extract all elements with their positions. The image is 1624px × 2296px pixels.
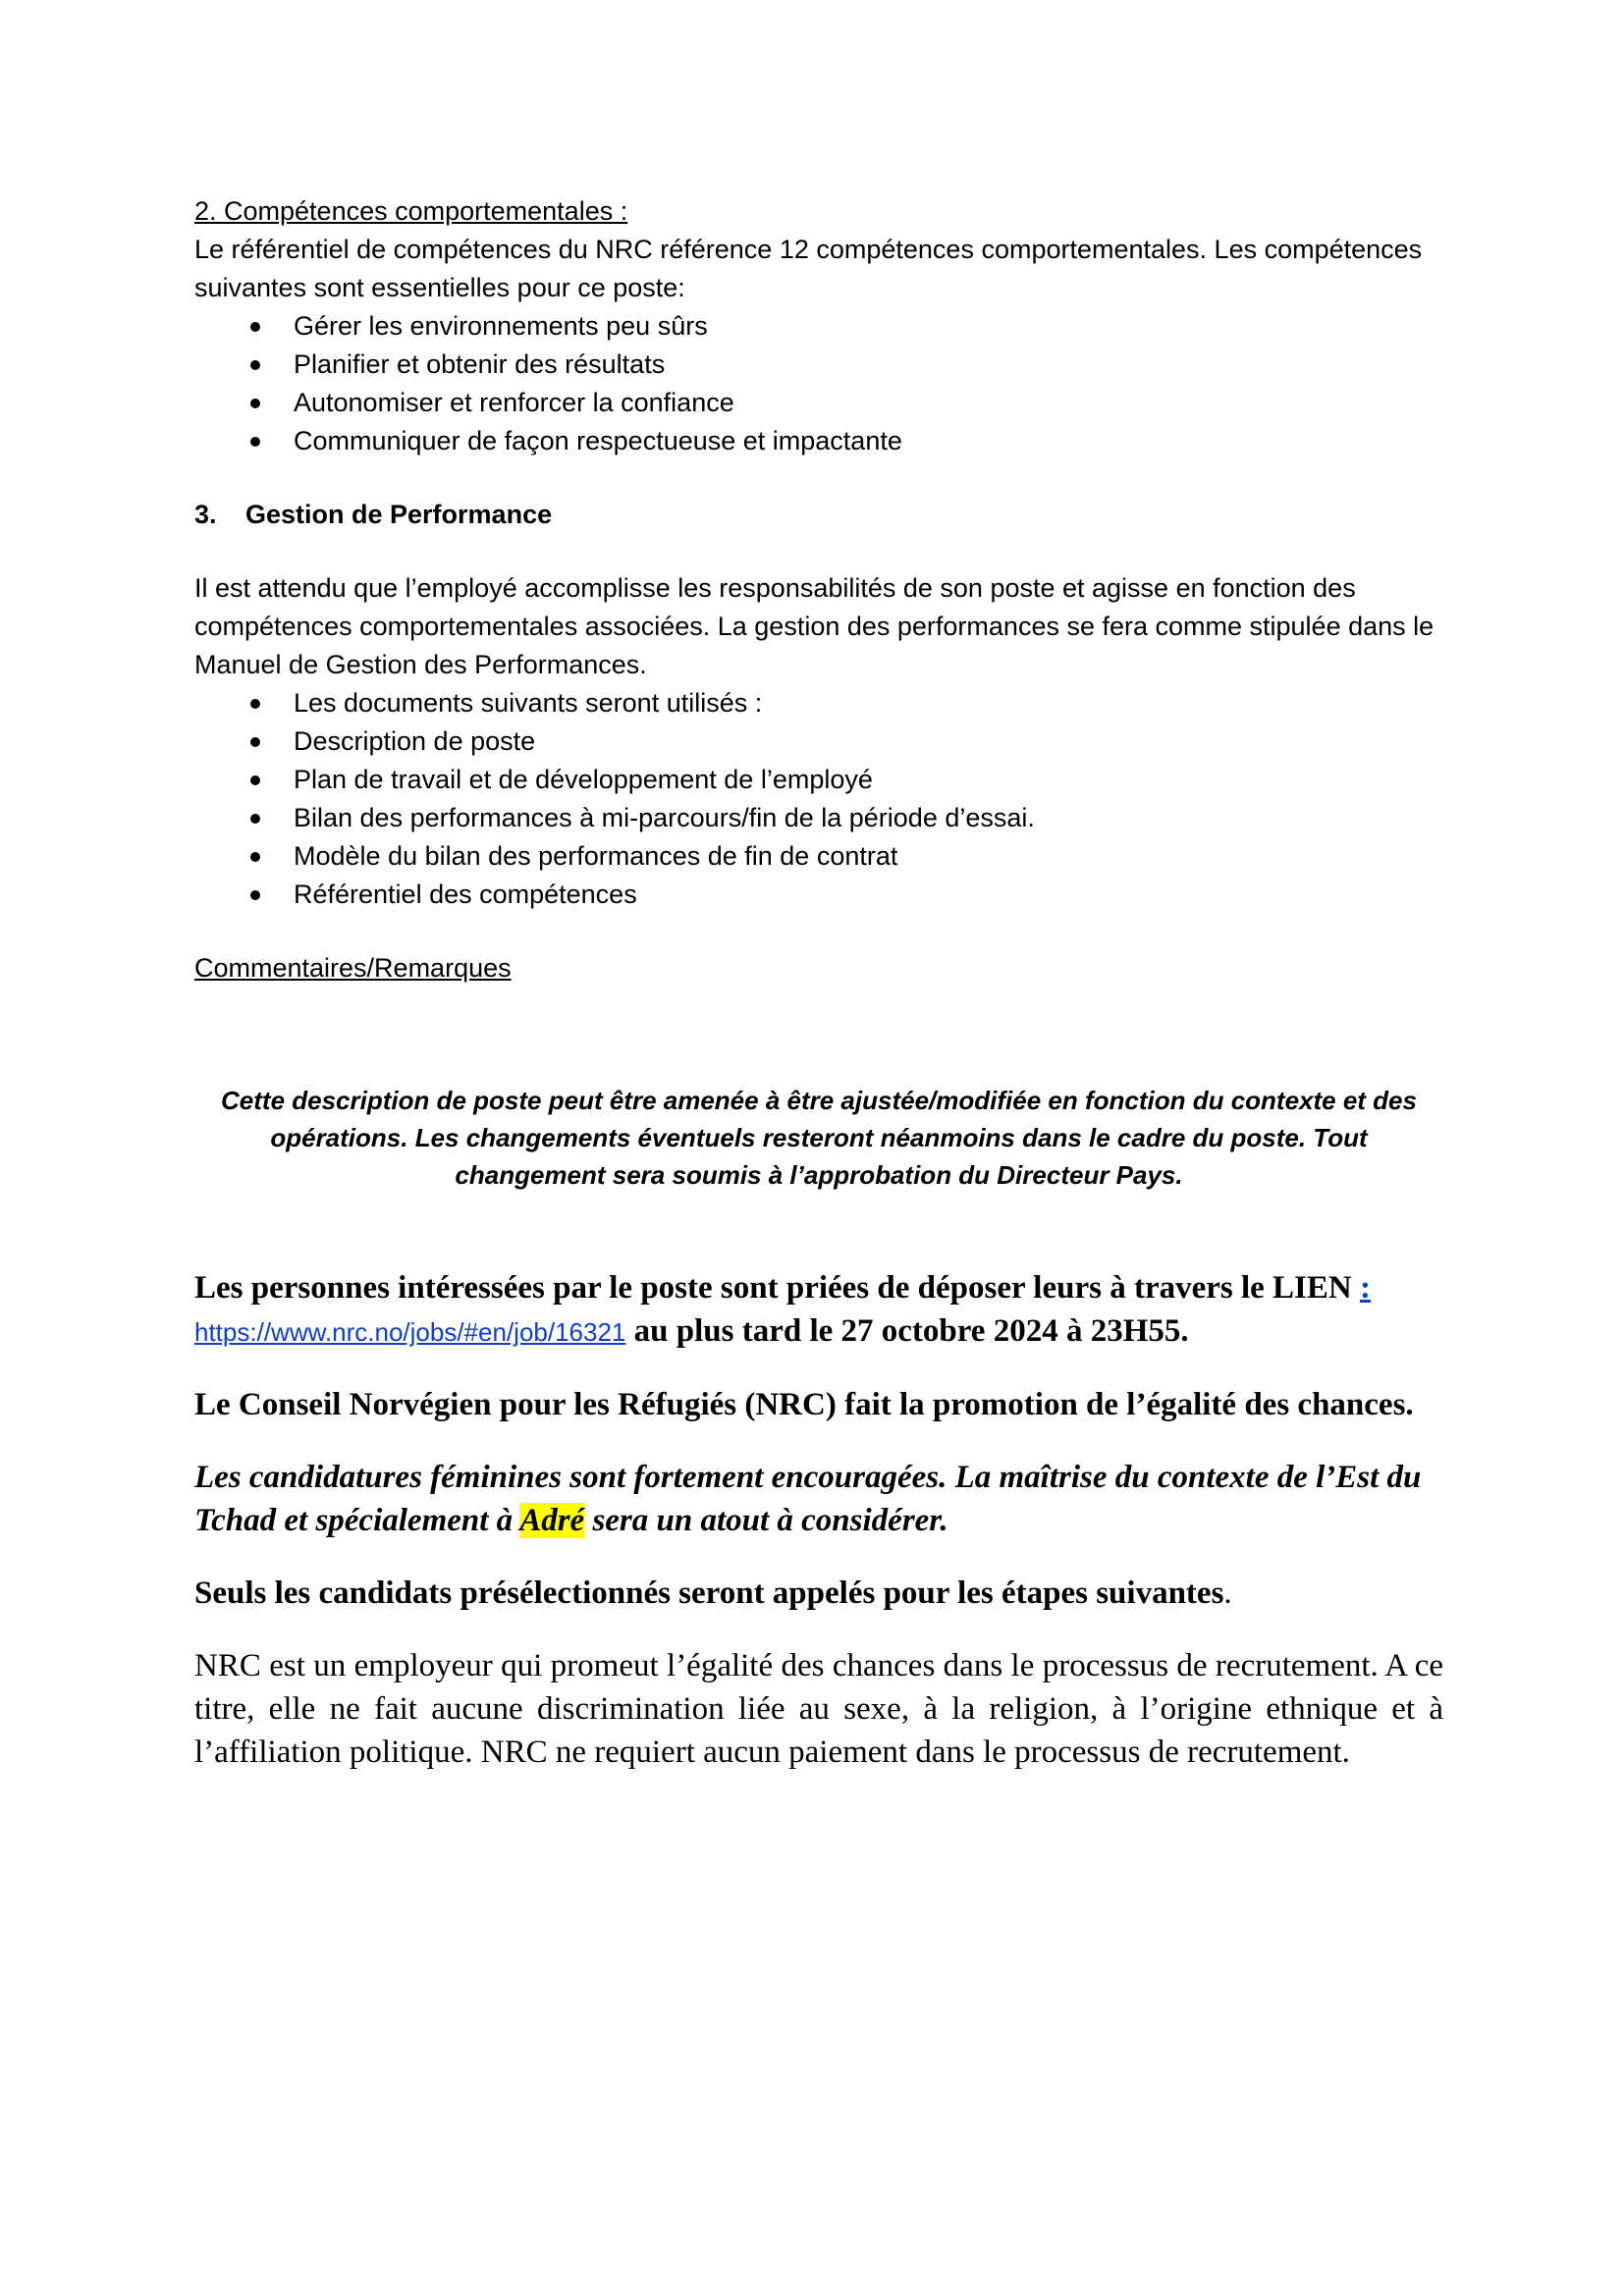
application-instructions [194, 1266, 1443, 1354]
section-performance-management [194, 496, 1443, 988]
list-item: Description de poste [194, 722, 1443, 761]
female-text-end: sera un atout à considérer. [584, 1503, 948, 1538]
list-item: Planifier et obtenir des résultats [194, 346, 1443, 384]
shortlist-text: Seuls les candidats présélectionnés seront appelés pour les étapes suivantes [194, 1575, 1224, 1611]
competency-list [194, 307, 1443, 460]
list-item: Bilan des performances à mi-parcours/fin de la période d’essai. [194, 799, 1443, 837]
list-item: Modèle du bilan des performances de fin de contrat [194, 837, 1443, 876]
equal-opportunity-employer-statement: NRC est un employeur qui promeut l’égalité des chances dans le processus de recrutement. A ce titre, elle ne fait aucune discrimination liée au sexe, à la religion, à l’origine ethnique et à l’affiliation politique. NRC ne requiert aucun paiement dans le processus de recrutement. [194, 1648, 1443, 1770]
apply-text: Les personnes intéressées par le poste sont priées de déposer leurs à travers le LIEN [194, 1270, 1360, 1306]
section-3-title: Gestion de Performance [245, 500, 553, 529]
shortlist-period: . [1223, 1575, 1232, 1611]
list-item: Autonomiser et renforcer la confiance [194, 384, 1443, 422]
list-item: Référentiel des compétences [194, 876, 1443, 914]
documents-list [194, 684, 1443, 914]
highlighted-location: Adré [519, 1503, 585, 1538]
shortlist-statement [194, 1572, 1443, 1615]
apply-deadline: au plus tard le 27 octobre 2024 à 23H55. [625, 1313, 1189, 1349]
application-link[interactable]: https://www.nrc.no/jobs/#en/job/16321 [194, 1317, 626, 1347]
comments-heading: Commentaires/Remarques [194, 953, 512, 983]
list-item: Communiquer de façon respectueuse et impactante [194, 422, 1443, 460]
section-2-intro: Le référentiel de compétences du NRC référence 12 compétences comportementales. Les compétences suivantes sont essentielles pour ce poste: [194, 235, 1423, 302]
section-3-number: 3. [194, 500, 217, 529]
list-item: Gérer les environnements peu sûrs [194, 307, 1443, 346]
equal-chance-statement: Le Conseil Norvégien pour les Réfugiés (NRC) fait la promotion de l’égalité des chances. [194, 1387, 1414, 1422]
list-item: Les documents suivants seront utilisés : [194, 684, 1443, 722]
section-2-heading: 2. Compétences comportementales : [194, 196, 628, 226]
section-3-intro: Il est attendu que l’employé accomplisse les responsabilités de son poste et agisse en fonction des compétences comportementales associées. La gestion des performances se fera comme stipulée dans le Manuel de Gestion des Performances. [194, 573, 1435, 679]
female-candidates-statement [194, 1456, 1443, 1542]
list-item: Plan de travail et de développement de l’employé [194, 761, 1443, 799]
section-3-heading [194, 496, 1443, 534]
adjustment-note: Cette description de poste peut être amenée à être ajustée/modifiée en fonction du contexte et des opérations. Les changements éventuels resteront néanmoins dans le cadre du poste. Tout changement sera soumis à l’approbation du Directeur Pays. [221, 1086, 1417, 1190]
apply-colon: : [1360, 1270, 1371, 1306]
female-text: Les candidatures féminines sont fortement encouragées. La maîtrise du contexte de l’Est du Tchad et spécialement à [194, 1460, 1422, 1538]
section-behavioral-competencies [194, 192, 1443, 460]
document-page [194, 192, 1443, 1774]
